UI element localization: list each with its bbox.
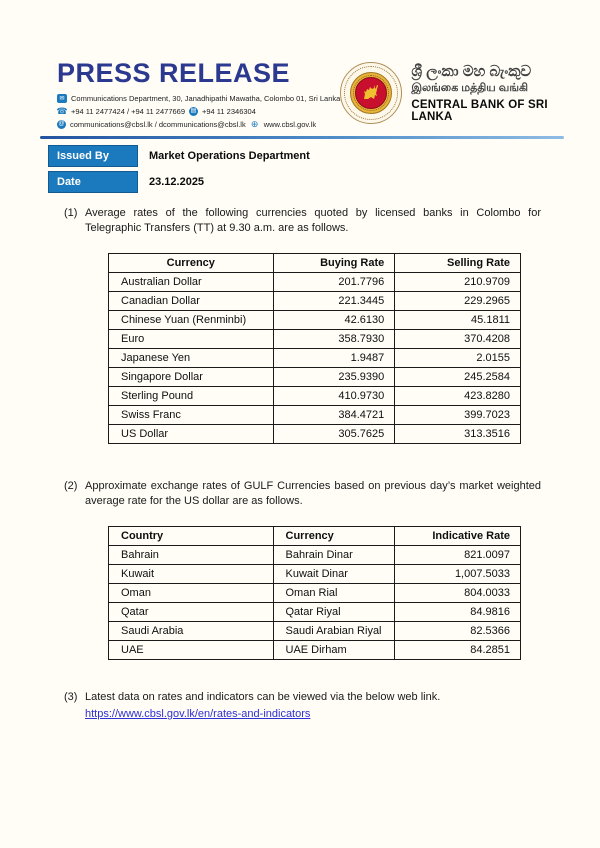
selling-rate: 313.3516 [395,425,521,444]
table-row [109,622,521,641]
selling-rate: 245.2584 [395,368,521,387]
contact-fax: +94 11 2346304 [202,106,256,116]
currency-name: UAE Dirham [273,641,395,660]
indicative-rate: 82.5366 [395,622,521,641]
contact-phones: +94 11 2477424 / +94 11 2477669 [71,106,185,116]
contact-block [57,94,340,129]
date-row [48,171,310,193]
contact-address: Communications Department, 30, Janadhipathi Mawatha, Colombo 01, Sri Lanka [71,94,341,103]
tt-col-currency: Currency [109,254,274,273]
gulf-rates-table-wrap [108,526,521,660]
contact-web: www.cbsl.gov.lk [263,119,317,129]
currency-name: Singapore Dollar [109,368,274,387]
country-name: Bahrain [109,546,274,565]
table-row [109,406,521,425]
currency-name: Chinese Yuan (Renminbi) [109,311,274,330]
currency-name: Bahrain Dinar [273,546,395,565]
table-row [109,641,521,660]
section-1-number: (1) [64,207,78,219]
currency-name: Kuwait Dinar [273,565,395,584]
selling-rate: 423.8280 [395,387,521,406]
bank-name-tamil: இலங்கை மத்திய வங்கி [411,82,528,95]
table-row [109,546,521,565]
table-row [109,425,521,444]
table-row [109,368,521,387]
tt-header-row [109,254,521,273]
indicative-rate: 804.0033 [395,584,521,603]
country-name: Saudi Arabia [109,622,274,641]
gulf-col-currency: Currency [273,527,395,546]
currency-name: Japanese Yen [109,349,274,368]
currency-name: Oman Rial [273,584,395,603]
tt-rates-table-wrap [108,253,521,444]
contact-phone-row [57,106,340,116]
section-3-number: (3) [64,691,78,703]
envelope-icon: ✉ [57,94,67,103]
globe-icon: ⊕ [250,118,259,129]
issued-by-value: Market Operations Department [149,150,310,162]
fax-icon: ▤ [190,108,197,114]
buying-rate: 201.7796 [273,273,395,292]
currency-name: Sterling Pound [109,387,274,406]
email-icon: @ [58,121,65,127]
selling-rate: 399.7023 [395,406,521,425]
bank-names [411,63,564,123]
section-1 [64,206,541,236]
selling-rate: 2.0155 [395,349,521,368]
contact-address-row [57,94,340,103]
date-label: Date [48,171,138,193]
buying-rate: 1.9487 [273,349,395,368]
meta-block [48,145,310,197]
tt-rates-table [108,253,521,444]
lion-emblem-icon [360,82,382,104]
phone-icon: ☎ [56,105,68,116]
currency-name: Swiss Franc [109,406,274,425]
country-name: UAE [109,641,274,660]
table-row [109,273,521,292]
table-row [109,349,521,368]
header-divider-rule [40,136,564,139]
section-2-number: (2) [64,480,78,492]
gulf-col-indicative-rate: Indicative Rate [395,527,521,546]
section-3 [64,690,541,722]
contact-emails: communications@cbsl.lk / dcommunications@cbsl.lk [70,119,246,129]
selling-rate: 45.1811 [395,311,521,330]
table-row [109,584,521,603]
indicative-rate: 1,007.5033 [395,565,521,584]
header [57,60,564,129]
indicative-rate: 84.2851 [395,641,521,660]
date-value: 23.12.2025 [149,176,205,188]
gulf-col-country: Country [109,527,274,546]
bank-name-sinhala: ශ්‍රී ලංකා මහ බැංකුව [411,63,532,81]
rates-indicators-link[interactable]: https://www.cbsl.gov.lk/en/rates-and-indicators [85,708,311,721]
table-row [109,565,521,584]
bank-identity [340,62,564,124]
gulf-rates-table [108,526,521,660]
indicative-rate: 84.9816 [395,603,521,622]
currency-name: Euro [109,330,274,349]
section-3-text [85,690,541,722]
buying-rate: 42.6130 [273,311,395,330]
country-name: Kuwait [109,565,274,584]
issued-by-label: Issued By [48,145,138,167]
gulf-header-row [109,527,521,546]
buying-rate: 235.9390 [273,368,395,387]
central-bank-seal-logo [340,62,402,124]
table-row [109,292,521,311]
tt-col-selling-rate: Selling Rate [395,254,521,273]
header-left [57,60,340,129]
table-row [109,603,521,622]
selling-rate: 370.4208 [395,330,521,349]
tt-col-buying-rate: Buying Rate [273,254,395,273]
page-title: PRESS RELEASE [57,58,291,88]
table-row [109,387,521,406]
section-2-text: Approximate exchange rates of GULF Currencies based on previous day’s market weighted average rate for the US dollar are as follows. [85,480,541,508]
country-name: Qatar [109,603,274,622]
indicative-rate: 821.0097 [395,546,521,565]
currency-name: Australian Dollar [109,273,274,292]
section-3-sentence: Latest data on rates and indicators can be viewed via the below web link. [85,691,441,703]
currency-name: US Dollar [109,425,274,444]
buying-rate: 384.4721 [273,406,395,425]
issued-by-row [48,145,310,167]
section-2 [64,479,541,509]
contact-web-row [57,119,340,129]
currency-name: Canadian Dollar [109,292,274,311]
currency-name: Qatar Riyal [273,603,395,622]
selling-rate: 229.2965 [395,292,521,311]
country-name: Oman [109,584,274,603]
buying-rate: 410.9730 [273,387,395,406]
buying-rate: 305.7625 [273,425,395,444]
section-1-text: Average rates of the following currencies quoted by licensed banks in Colombo for Telegraphic Transfers (TT) at 9.30 a.m. are as follows. [85,207,541,235]
table-row [109,330,521,349]
currency-name: Saudi Arabian Riyal [273,622,395,641]
buying-rate: 358.7930 [273,330,395,349]
bank-name-english: CENTRAL BANK OF SRI LANKA [411,98,548,123]
buying-rate: 221.3445 [273,292,395,311]
selling-rate: 210.9709 [395,273,521,292]
table-row [109,311,521,330]
